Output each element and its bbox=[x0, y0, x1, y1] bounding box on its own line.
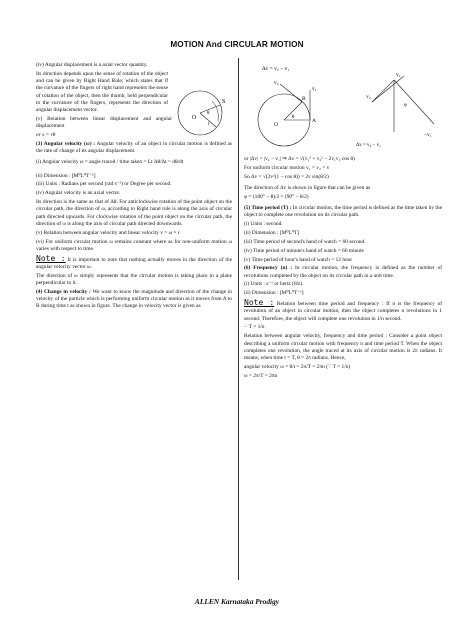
equation: or |Δv| = |v₂ − v₁| ⇒ Δv = √(v₁² + v₂² − 2v₁v₂ cos θ) bbox=[244, 156, 355, 162]
paragraph: Its direction is the same as that of Δθ. For anticlockwise rotation of the point object on the circular path, the direction of ω, according to Right hand rule is along the axis of circular path directed upwards. For clockwise rotation of the point object on the circular path, the direction of ω is along the axis of circular path directed downwards. bbox=[36, 199, 232, 227]
paragraph: (ii) Dimension : [M⁰L⁰T] bbox=[244, 229, 300, 236]
page-title: MOTION And CIRCULAR MOTION bbox=[170, 40, 304, 49]
paragraph: (i) Units : s⁻¹ or hertz (Hz). bbox=[244, 281, 304, 288]
note-block bbox=[36, 255, 232, 272]
section-text: In circular motion, the time period is defined as the time taken by the object to complete one revolution on its circular path. bbox=[244, 205, 442, 219]
section-text: We want to know the magnitude and direction of the change in velocity of the particle which is performing uniform circular motion as it moves from A to B during time t as shown in figure. The change in velocity vector is given as bbox=[36, 288, 232, 310]
figure-label-theta: θ bbox=[207, 110, 210, 116]
paragraph: (iv) Angular velocity is an axial vector. bbox=[36, 190, 121, 197]
figure-label-v2-vector: v₂ bbox=[366, 94, 371, 100]
equation: ∴ T = 1/n bbox=[244, 324, 265, 331]
figure-label-v1-vector: v₁ bbox=[396, 72, 401, 78]
paragraph: (v) Relation between angular velocity and linear velocity v = ω × r bbox=[36, 229, 180, 236]
figure-eq-label: Δv = v₂ − v₁ bbox=[262, 66, 290, 72]
paragraph: (vi) For uniform circular motion ω remains constant where as for non-uniform motion ω varies with respect to time. bbox=[36, 238, 232, 252]
equation: ω = 2π/T = 2πn bbox=[244, 372, 278, 379]
equation: So Δv = √(2v²(1 − cos θ)) = 2v sin(θ/2) bbox=[244, 173, 329, 180]
note-text: It is important to note that nothing actually moves in the direction of the angular velocity vector ω. bbox=[36, 256, 232, 270]
paragraph: The direction of Δv is shown in figure that can be given as bbox=[244, 184, 371, 191]
section-heading: (4) Change in velocity : bbox=[36, 288, 91, 295]
paragraph: (iii) Units : Radians per second (rad s⁻¹) or Degree per second. bbox=[36, 181, 172, 188]
figure-label-b: B bbox=[302, 96, 306, 102]
paragraph: (iii) Time period of second's hand of watch = 60 second. bbox=[244, 238, 366, 245]
figure-label-neg-v1: −v₁ bbox=[424, 132, 432, 138]
equation: angular velocity ω = θ/t = 2π/T = 2πn (∵ T = 1/n) bbox=[244, 363, 351, 370]
figure-label-dv: Δv = v₂ − v₁ bbox=[356, 143, 381, 148]
figure-label-o: O bbox=[192, 114, 197, 121]
paragraph: (i) Units : second. bbox=[244, 221, 283, 228]
paragraph: The direction of ω simply represents that the circular motion is taking place in a plane perpendicular to it. bbox=[36, 272, 232, 287]
section-heading: (3) Angular velocity (ω) : bbox=[36, 140, 96, 147]
velocity-change-figure bbox=[244, 62, 442, 152]
note-label: Note : bbox=[36, 253, 66, 263]
note-text: Relation between time period and frequency : If n is the frequency of revolution of an object in circular motion, then the object completes n revolutions in 1 second. Therefore, the object will complete one revolution in 1/n second. bbox=[244, 301, 442, 322]
paragraph: Relation between angular velocity, frequency and time period : Consider a point object describing a uniform circular motion with frequency n and time period T. When the object completes one revolution, the angle traced at its axis of circular motion is 2π radians. It means, when time t = T, θ = 2π radians. Hence, bbox=[244, 333, 442, 362]
paragraph: (ii) Dimension : [M⁰L⁰T⁻¹] bbox=[36, 172, 96, 179]
paragraph: (ii) Dimension : [M⁰L⁰T⁻¹] bbox=[244, 290, 304, 297]
paragraph: (v) Relation between linear displacement and angular displacement bbox=[36, 115, 172, 130]
paragraph: (v) Time period of hour's hand of watch = 12 hour bbox=[244, 256, 353, 263]
section-heading: (6) Frequency (n) : bbox=[244, 265, 292, 272]
figure-label-theta: θ bbox=[292, 115, 295, 120]
section-heading: (5) Time period (T) : bbox=[244, 205, 292, 212]
figure-label-s: S bbox=[222, 98, 226, 105]
equation: φ = (180° − θ)/2 = (90° − θ/2) bbox=[244, 193, 309, 200]
paragraph: Its direction depends upon the sense of rotation of the object and can be given by Right Hand Rule; which states that if the curvature of the fingers of right hand represents the sense of rotation of the object, then the thumb, held perpendicular to the curvature of the fingers, represents the direction of angular displacement vector. bbox=[36, 70, 168, 114]
figure-label-o: O bbox=[274, 122, 278, 128]
note-block bbox=[244, 299, 442, 323]
paragraph: (iv) Angular displacement is a axial vector quantity. bbox=[36, 62, 148, 68]
angular-displacement-figure bbox=[172, 81, 232, 143]
figure-label-v2: v₂ bbox=[274, 80, 279, 86]
figure-label-a: A bbox=[312, 118, 316, 124]
paragraph bbox=[244, 205, 442, 220]
section-text: In circular motion, the frequency is defined as the number of revolutions completed by the object on its circular path in a unit time. bbox=[244, 265, 443, 279]
paragraph bbox=[244, 265, 442, 280]
left-column bbox=[36, 62, 232, 312]
figure-label-r: r bbox=[208, 121, 210, 127]
equation: or s = rθ bbox=[36, 132, 56, 139]
paragraph bbox=[36, 289, 232, 311]
paragraph bbox=[36, 141, 232, 156]
equation: For uniform circular motion v₁ = v₂ = v bbox=[244, 164, 330, 171]
section-text: Angular velocity of an object in circular motion is defined as the rate of change of its angular displacement. bbox=[36, 140, 232, 155]
figure-label-v1: v₁ bbox=[312, 86, 317, 92]
figure-label-phi: φ bbox=[404, 103, 407, 108]
footer-brand: ALLEN Karnataka Prodigy bbox=[194, 597, 280, 606]
column-divider bbox=[238, 58, 239, 580]
equation: (i) Angular velocity ω = angle traced / time taken = Lt Δθ/Δt = dθ/dt bbox=[36, 159, 184, 166]
note-label: Note : bbox=[244, 298, 275, 308]
right-column bbox=[244, 62, 442, 382]
paragraph: (iv) Time period of minute's hand of watch = 60 minute bbox=[244, 247, 364, 254]
